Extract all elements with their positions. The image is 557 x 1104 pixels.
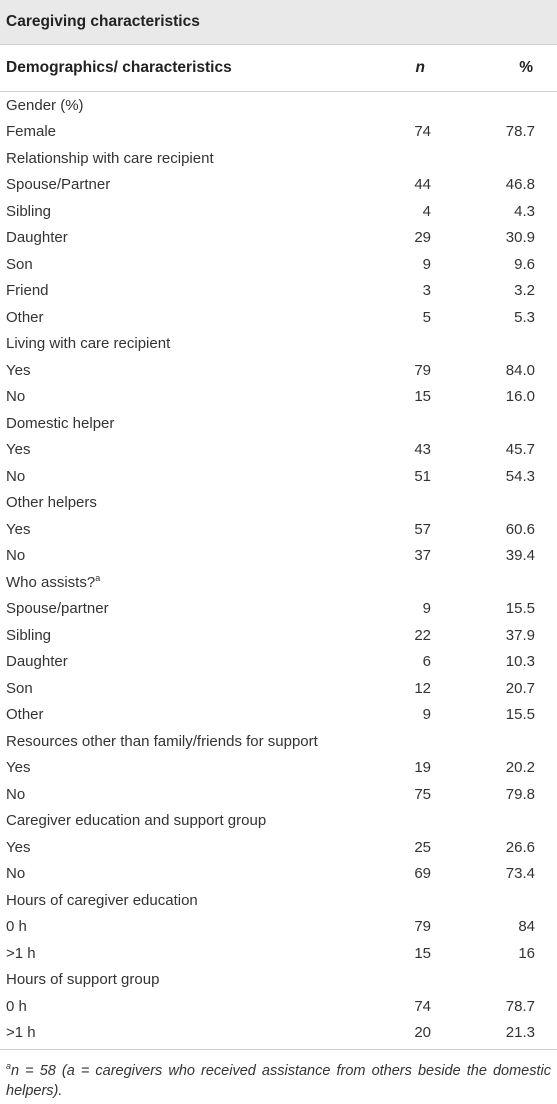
table-row xyxy=(0,649,557,676)
table-row xyxy=(0,1020,557,1047)
table-row xyxy=(0,172,557,199)
row-label-text: Friend xyxy=(6,282,49,300)
cell-percent: 4.3 xyxy=(514,202,535,220)
cell-n: 69 xyxy=(414,865,431,883)
cell-n: 15 xyxy=(414,944,431,962)
row-label-text: 0 h xyxy=(6,918,27,936)
row-label-text: Other helpers xyxy=(6,494,97,512)
cell-n: 75 xyxy=(414,785,431,803)
row-label-text: Relationship with care recipient xyxy=(6,149,214,167)
cell-n: 12 xyxy=(414,679,431,697)
cell-percent: 46.8 xyxy=(505,176,535,194)
cell-percent: 26.6 xyxy=(505,838,535,856)
footnote-marker: a xyxy=(6,1061,12,1071)
section-label xyxy=(6,733,318,750)
table-section-row xyxy=(0,887,557,914)
row-label xyxy=(6,839,30,856)
row-label xyxy=(6,229,68,246)
row-label xyxy=(6,1024,36,1041)
row-label-text: Other xyxy=(6,308,44,326)
row-label-text: Domestic helper xyxy=(6,414,115,432)
row-label-text: No xyxy=(6,547,26,565)
row-label xyxy=(6,521,30,538)
cell-percent: 84 xyxy=(518,918,535,936)
section-label xyxy=(6,150,214,167)
table-row xyxy=(0,119,557,146)
cell-percent: 78.7 xyxy=(505,123,535,141)
table-row xyxy=(0,357,557,384)
row-label-text: Other xyxy=(6,706,44,724)
row-label-text: 0 h xyxy=(6,997,27,1015)
row-label xyxy=(6,945,36,962)
cell-percent: 10.3 xyxy=(505,653,535,671)
cell-n: 74 xyxy=(414,997,431,1015)
table-row xyxy=(0,251,557,278)
cell-percent: 15.5 xyxy=(505,600,535,618)
row-label xyxy=(6,123,56,140)
table-section-row xyxy=(0,490,557,517)
cell-percent: 3.2 xyxy=(514,282,535,300)
row-label xyxy=(6,256,33,273)
section-label xyxy=(6,494,97,511)
table-row xyxy=(0,437,557,464)
row-label-text: Gender (%) xyxy=(6,96,84,114)
row-label-text: No xyxy=(6,467,26,485)
table-row xyxy=(0,861,557,888)
section-label xyxy=(6,892,198,909)
row-label-text: Yes xyxy=(6,520,31,538)
row-label-text: Sibling xyxy=(6,202,52,220)
row-label-text: Yes xyxy=(6,361,31,379)
row-label-text: Son xyxy=(6,255,33,273)
row-label xyxy=(6,282,49,299)
table-section-row xyxy=(0,967,557,994)
table-title-text: Caregiving characteristics xyxy=(6,13,200,30)
cell-percent: 78.7 xyxy=(505,997,535,1015)
row-label xyxy=(6,653,68,670)
section-label xyxy=(6,812,266,829)
row-label xyxy=(6,362,30,379)
table-row xyxy=(0,755,557,782)
row-label xyxy=(6,998,27,1015)
cell-n: 9 xyxy=(422,255,431,273)
row-label xyxy=(6,547,25,564)
cell-percent: 54.3 xyxy=(505,467,535,485)
cell-n: 15 xyxy=(414,388,431,406)
row-label-text: Spouse/Partner xyxy=(6,176,111,194)
row-label-text: Daughter xyxy=(6,653,68,671)
cell-n: 37 xyxy=(414,547,431,565)
table-row xyxy=(0,596,557,623)
header-percent: % xyxy=(519,59,533,76)
cell-percent: 5.3 xyxy=(514,308,535,326)
cell-n: 6 xyxy=(422,653,431,671)
section-label xyxy=(6,415,114,432)
row-label-text: Spouse/partner xyxy=(6,600,109,618)
section-label xyxy=(6,971,159,988)
table-row xyxy=(0,304,557,331)
row-label xyxy=(6,441,30,458)
row-label-superscript: a xyxy=(95,573,101,584)
row-label xyxy=(6,388,25,405)
row-label-text: Yes xyxy=(6,838,31,856)
row-label-text: Yes xyxy=(6,759,31,777)
cell-n: 20 xyxy=(414,1024,431,1042)
row-label xyxy=(6,468,25,485)
cell-percent: 30.9 xyxy=(505,229,535,247)
table-row xyxy=(0,993,557,1020)
table-section-row xyxy=(0,808,557,835)
cell-percent: 21.3 xyxy=(505,1024,535,1042)
table-section-row xyxy=(0,569,557,596)
cell-percent: 39.4 xyxy=(505,547,535,565)
cell-percent: 60.6 xyxy=(505,520,535,538)
row-label-text: Hours of caregiver education xyxy=(6,891,198,909)
cell-n: 5 xyxy=(422,308,431,326)
cell-n: 79 xyxy=(414,361,431,379)
row-label xyxy=(6,627,51,644)
row-label xyxy=(6,706,44,723)
cell-n: 9 xyxy=(422,706,431,724)
table-row xyxy=(0,278,557,305)
row-label-text: >1 h xyxy=(6,944,36,962)
row-label-text: Caregiver education and support group xyxy=(6,812,267,830)
section-label xyxy=(6,573,100,591)
cell-n: 51 xyxy=(414,467,431,485)
row-label-text: No xyxy=(6,865,26,883)
table-row xyxy=(0,516,557,543)
table-section-row xyxy=(0,728,557,755)
table-section-row xyxy=(0,92,557,119)
section-label xyxy=(6,97,84,114)
row-label xyxy=(6,918,27,935)
table-section-row xyxy=(0,145,557,172)
table-row xyxy=(0,463,557,490)
table-row xyxy=(0,384,557,411)
table-row xyxy=(0,198,557,225)
cell-percent: 20.7 xyxy=(505,679,535,697)
row-label-text: Sibling xyxy=(6,626,52,644)
row-label-text: No xyxy=(6,388,26,406)
cell-n: 25 xyxy=(414,838,431,856)
cell-n: 44 xyxy=(414,176,431,194)
cell-n: 74 xyxy=(414,123,431,141)
cell-percent: 84.0 xyxy=(505,361,535,379)
row-label-text: >1 h xyxy=(6,1024,36,1042)
cell-percent: 9.6 xyxy=(514,255,535,273)
row-label-text: Resources other than family/friends for support xyxy=(6,732,318,750)
table-header-row xyxy=(0,45,557,92)
header-characteristics: Demographics/ characteristics xyxy=(6,59,232,76)
cell-n: 4 xyxy=(422,202,431,220)
table-row xyxy=(0,702,557,729)
table-title xyxy=(0,0,557,45)
cell-n: 19 xyxy=(414,759,431,777)
table-row xyxy=(0,781,557,808)
table-row xyxy=(0,225,557,252)
table-row xyxy=(0,834,557,861)
row-label xyxy=(6,786,25,803)
table-row xyxy=(0,940,557,967)
row-label-text: Daughter xyxy=(6,229,68,247)
row-label-text: Son xyxy=(6,679,33,697)
cell-n: 9 xyxy=(422,600,431,618)
table-footnote xyxy=(0,1050,557,1101)
cell-percent: 73.4 xyxy=(505,865,535,883)
cell-percent: 37.9 xyxy=(505,626,535,644)
row-label-text: No xyxy=(6,785,26,803)
footnote-text: n = 58 (a = caregivers who received assistance from others beside the domestic helpers). xyxy=(6,1062,551,1099)
cell-n: 3 xyxy=(422,282,431,300)
cell-percent: 15.5 xyxy=(505,706,535,724)
row-label-text: Living with care recipient xyxy=(6,335,171,353)
table-body xyxy=(0,92,557,1050)
table-row xyxy=(0,543,557,570)
cell-percent: 16.0 xyxy=(505,388,535,406)
cell-n: 43 xyxy=(414,441,431,459)
table-section-row xyxy=(0,331,557,358)
table-row xyxy=(0,914,557,941)
row-label xyxy=(6,600,109,617)
cell-percent: 16 xyxy=(518,944,535,962)
row-label xyxy=(6,759,30,776)
row-label xyxy=(6,309,44,326)
row-label-text: Hours of support group xyxy=(6,971,160,989)
cell-percent: 20.2 xyxy=(505,759,535,777)
row-label xyxy=(6,176,110,193)
row-label xyxy=(6,865,25,882)
row-label xyxy=(6,680,33,697)
cell-n: 22 xyxy=(414,626,431,644)
table-row xyxy=(0,675,557,702)
cell-n: 79 xyxy=(414,918,431,936)
cell-n: 29 xyxy=(414,229,431,247)
table-section-row xyxy=(0,410,557,437)
row-label-text: Female xyxy=(6,123,57,141)
cell-percent: 79.8 xyxy=(505,785,535,803)
table-row xyxy=(0,622,557,649)
row-label-text: Who assists? xyxy=(6,574,96,592)
cell-n: 57 xyxy=(414,520,431,538)
cell-percent: 45.7 xyxy=(505,441,535,459)
header-n: n xyxy=(415,59,425,76)
row-label-text: Yes xyxy=(6,441,31,459)
section-label xyxy=(6,335,170,352)
row-label xyxy=(6,203,51,220)
